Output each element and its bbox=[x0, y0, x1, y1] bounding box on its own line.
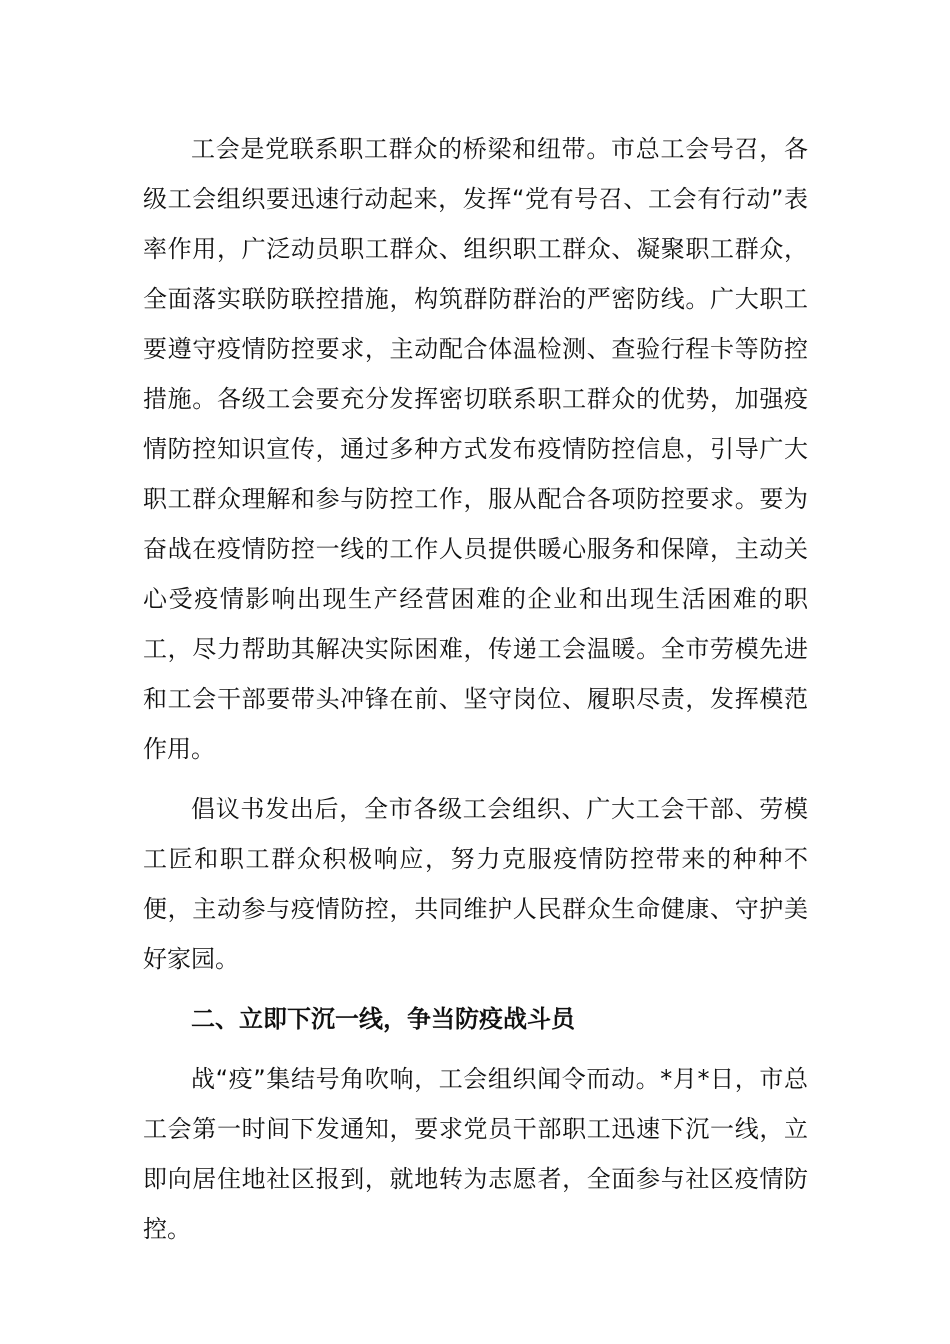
paragraph-response: 倡议书发出后，全市各级工会组织、广大工会干部、劳模工匠和职工群众积极响应，努力克服疫情防控带来的种种不便，主动参与疫情防控，共同维护人民群众生命健康、守护美好家园。 bbox=[143, 795, 808, 973]
paragraph-union-bridge: 工会是党联系职工群众的桥梁和纽带。市总工会号召，各级工会组织要迅速行动起来，发挥“党有号召、工会有行动”表率作用，广泛动员职工群众、组织职工群众、凝聚职工群众，全面落实联防联控措施，构筑群防群治的严密防线。广大职工要遵守疫情防控要求，主动配合体温检测、查验行程卡等防控措施。各级工会要充分发挥密切联系职工群众的优势，加强疫情防控知识宣传，通过多种方式发布疫情防控信息，引导广大职工群众理解和参与防控工作，服从配合各项防控要求。要为奋战在疫情防控一线的工作人员提供暖心服务和保障，主动关心受疫情影响出现生产经营困难的企业和出现生活困难的职工，尽力帮助其解决实际困难，传递工会温暖。全市劳模先进和工会干部要带头冲锋在前、坚守岗位、履职尽责，发挥模范作用。 bbox=[143, 135, 808, 763]
section-heading-2: 二、立即下沉一线，争当防疫战斗员 bbox=[191, 1005, 575, 1033]
document-body bbox=[143, 124, 808, 1254]
paragraph-mobilization: 战“疫”集结号角吹响，工会组织闻令而动。*月*日，市总工会第一时间下发通知，要求党员干部职工迅速下沉一线，立即向居住地社区报到，就地转为志愿者，全面参与社区疫情防控。 bbox=[143, 1065, 808, 1243]
